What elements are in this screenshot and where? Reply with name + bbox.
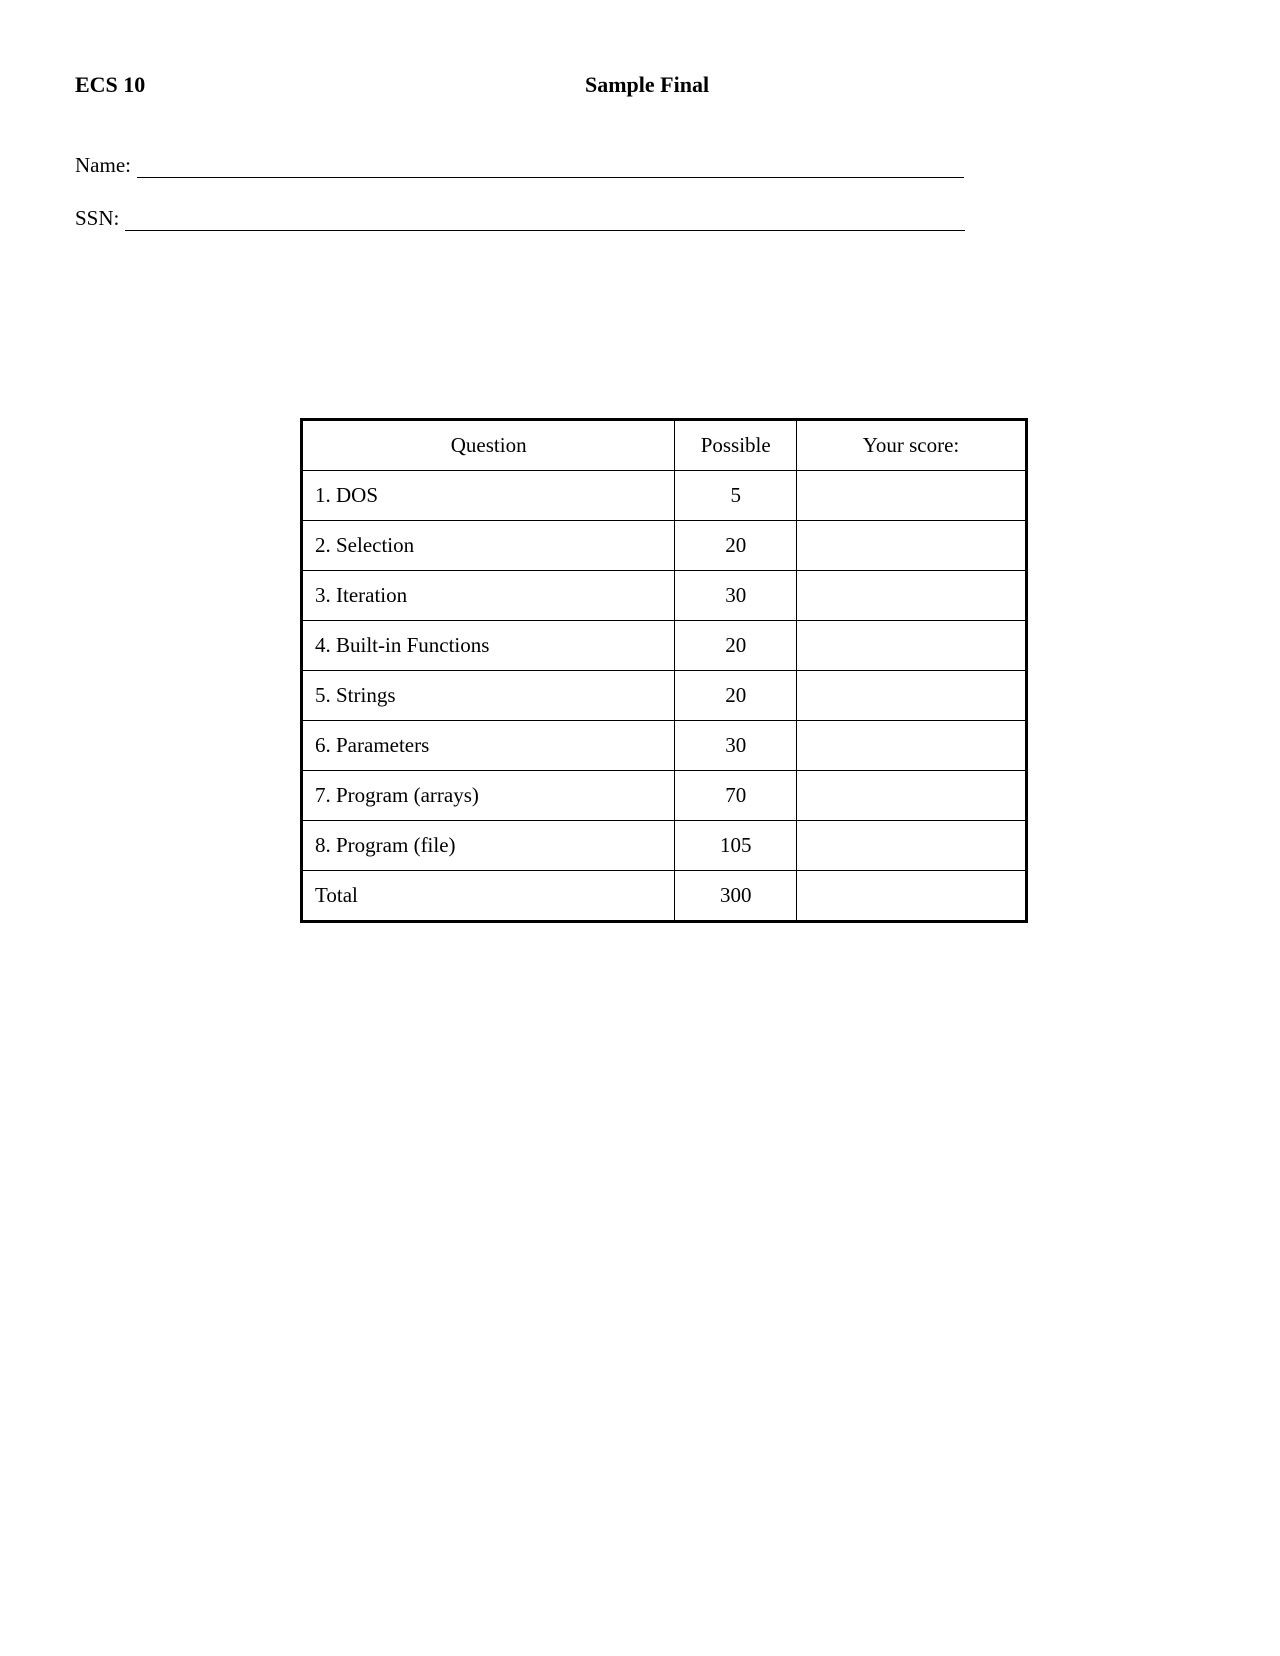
table-row [302, 571, 1027, 621]
question-cell: 3. Iteration [302, 571, 675, 621]
total-possible-cell: 300 [675, 871, 797, 922]
score-cell[interactable] [797, 621, 1027, 671]
possible-cell: 20 [675, 621, 797, 671]
score-cell[interactable] [797, 771, 1027, 821]
total-score-cell[interactable] [797, 871, 1027, 922]
name-field [75, 153, 964, 178]
possible-cell: 70 [675, 771, 797, 821]
score-cell[interactable] [797, 521, 1027, 571]
table-row [302, 521, 1027, 571]
score-cell[interactable] [797, 821, 1027, 871]
table-row [302, 821, 1027, 871]
name-blank-line[interactable] [137, 157, 964, 178]
table-row [302, 671, 1027, 721]
possible-cell: 30 [675, 571, 797, 621]
table-header-row [302, 420, 1027, 471]
header-score: Your score: [797, 420, 1027, 471]
score-table [300, 418, 1028, 923]
ssn-blank-line[interactable] [125, 210, 965, 231]
header-possible: Possible [675, 420, 797, 471]
score-cell[interactable] [797, 571, 1027, 621]
question-cell: 6. Parameters [302, 721, 675, 771]
table-row [302, 621, 1027, 671]
possible-cell: 30 [675, 721, 797, 771]
total-label-cell: Total [302, 871, 675, 922]
name-label: Name: [75, 153, 131, 177]
ssn-field [75, 206, 965, 231]
question-cell: 4. Built-in Functions [302, 621, 675, 671]
possible-cell: 20 [675, 671, 797, 721]
header-question: Question [302, 420, 675, 471]
score-cell[interactable] [797, 721, 1027, 771]
question-cell: 5. Strings [302, 671, 675, 721]
question-cell: 1. DOS [302, 471, 675, 521]
table-row [302, 471, 1027, 521]
question-cell: 2. Selection [302, 521, 675, 571]
possible-cell: 20 [675, 521, 797, 571]
question-cell: 7. Program (arrays) [302, 771, 675, 821]
question-cell: 8. Program (file) [302, 821, 675, 871]
course-code: ECS 10 [75, 72, 146, 97]
possible-cell: 105 [675, 821, 797, 871]
score-cell[interactable] [797, 671, 1027, 721]
ssn-label: SSN: [75, 206, 120, 230]
page-title: Sample Final [585, 72, 710, 97]
table-row [302, 721, 1027, 771]
table-row [302, 771, 1027, 821]
table-row-total [302, 871, 1027, 922]
possible-cell: 5 [675, 471, 797, 521]
score-cell[interactable] [797, 471, 1027, 521]
